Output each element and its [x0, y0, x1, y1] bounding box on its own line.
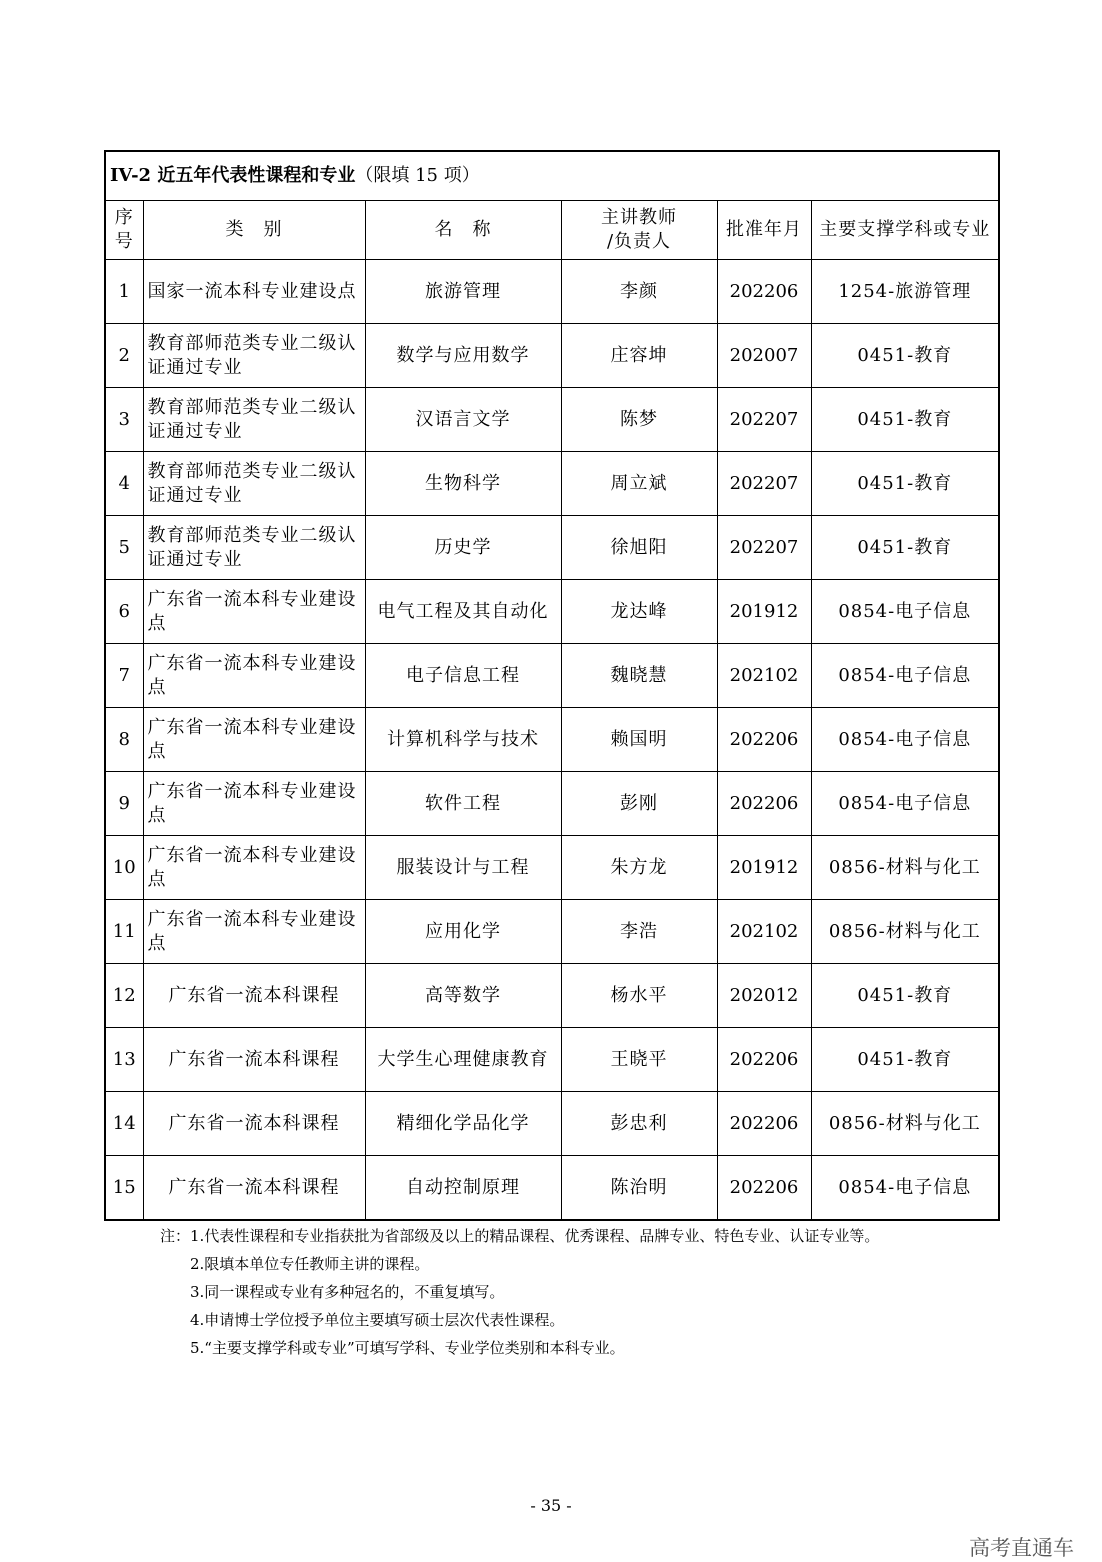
header-approval-date: 批准年月 — [717, 201, 811, 260]
cell-category: 广东省一流本科专业建设点 — [143, 644, 365, 708]
header-teacher-line2: /负责人 — [606, 231, 672, 252]
header-teacher — [561, 201, 717, 260]
cell-approval-date: 202206 — [717, 1156, 811, 1221]
cell-teacher: 庄容坤 — [561, 324, 717, 388]
cell-supporting-subject: 0451-教育 — [811, 324, 999, 388]
table-row — [105, 708, 999, 772]
cell-name: 软件工程 — [365, 772, 561, 836]
cell-approval-date: 202102 — [717, 644, 811, 708]
cell-category: 广东省一流本科专业建设点 — [143, 772, 365, 836]
cell-name: 汉语言文学 — [365, 388, 561, 452]
cell-category: 广东省一流本科课程 — [143, 964, 365, 1028]
cell-name: 精细化学品化学 — [365, 1092, 561, 1156]
cell-supporting-subject: 0451-教育 — [811, 964, 999, 1028]
cell-serial-number: 3 — [105, 388, 143, 452]
cell-serial-number: 5 — [105, 516, 143, 580]
cell-category: 教育部师范类专业二级认证通过专业 — [143, 516, 365, 580]
table-row — [105, 644, 999, 708]
cell-name: 生物科学 — [365, 452, 561, 516]
cell-approval-date: 202206 — [717, 772, 811, 836]
cell-approval-date: 202207 — [717, 452, 811, 516]
note-5: 5.“主要支撑学科或专业”可填写学科、专业学位类别和本科专业。 — [190, 1339, 625, 1357]
cell-supporting-subject: 0856-材料与化工 — [811, 900, 999, 964]
notes-section — [160, 1222, 1040, 1362]
cell-name: 历史学 — [365, 516, 561, 580]
header-supporting-subject: 主要支撑学科或专业 — [811, 201, 999, 260]
watermark-text: 高考直通车 — [969, 1536, 1074, 1560]
cell-teacher: 魏晓慧 — [561, 644, 717, 708]
cell-category: 教育部师范类专业二级认证通过专业 — [143, 324, 365, 388]
cell-name: 电气工程及其自动化 — [365, 580, 561, 644]
cell-approval-date: 202206 — [717, 260, 811, 324]
cell-category: 广东省一流本科课程 — [143, 1028, 365, 1092]
cell-serial-number: 6 — [105, 580, 143, 644]
table-row — [105, 836, 999, 900]
table-row — [105, 388, 999, 452]
cell-teacher: 朱方龙 — [561, 836, 717, 900]
cell-serial-number: 12 — [105, 964, 143, 1028]
cell-teacher: 陈治明 — [561, 1156, 717, 1221]
cell-category: 广东省一流本科课程 — [143, 1156, 365, 1221]
cell-approval-date: 202206 — [717, 1092, 811, 1156]
header-serial-line2: 号 — [114, 231, 134, 252]
cell-category: 广东省一流本科专业建设点 — [143, 580, 365, 644]
representative-courses-table — [104, 150, 1000, 1221]
cell-serial-number: 10 — [105, 836, 143, 900]
cell-category: 广东省一流本科专业建设点 — [143, 900, 365, 964]
table-title: IV-2 近五年代表性课程和专业 — [110, 165, 356, 186]
header-serial-line1: 序 — [114, 207, 134, 228]
cell-teacher: 李颜 — [561, 260, 717, 324]
cell-name: 旅游管理 — [365, 260, 561, 324]
cell-supporting-subject: 0856-材料与化工 — [811, 836, 999, 900]
cell-supporting-subject: 0854-电子信息 — [811, 708, 999, 772]
table-row — [105, 260, 999, 324]
cell-approval-date: 202012 — [717, 964, 811, 1028]
cell-teacher: 王晓平 — [561, 1028, 717, 1092]
cell-supporting-subject: 0854-电子信息 — [811, 644, 999, 708]
cell-serial-number: 9 — [105, 772, 143, 836]
cell-teacher: 彭刚 — [561, 772, 717, 836]
cell-approval-date: 202206 — [717, 1028, 811, 1092]
cell-approval-date: 201912 — [717, 836, 811, 900]
cell-name: 数学与应用数学 — [365, 324, 561, 388]
cell-teacher: 杨水平 — [561, 964, 717, 1028]
cell-supporting-subject: 0854-电子信息 — [811, 772, 999, 836]
cell-name: 大学生心理健康教育 — [365, 1028, 561, 1092]
cell-name: 应用化学 — [365, 900, 561, 964]
header-category: 类 别 — [143, 201, 365, 260]
table-row — [105, 1092, 999, 1156]
cell-teacher: 李浩 — [561, 900, 717, 964]
cell-teacher: 彭忠利 — [561, 1092, 717, 1156]
cell-name: 自动控制原理 — [365, 1156, 561, 1221]
cell-supporting-subject: 0856-材料与化工 — [811, 1092, 999, 1156]
cell-supporting-subject: 0451-教育 — [811, 452, 999, 516]
table-row — [105, 964, 999, 1028]
cell-serial-number: 1 — [105, 260, 143, 324]
note-4: 4.申请博士学位授予单位主要填写硕士层次代表性课程。 — [190, 1311, 565, 1329]
cell-supporting-subject: 0451-教育 — [811, 388, 999, 452]
table-row — [105, 324, 999, 388]
cell-serial-number: 14 — [105, 1092, 143, 1156]
header-name: 名 称 — [365, 201, 561, 260]
cell-approval-date: 202102 — [717, 900, 811, 964]
cell-teacher: 周立斌 — [561, 452, 717, 516]
table-title-note: （限填 15 项） — [355, 165, 480, 186]
cell-category: 广东省一流本科课程 — [143, 1092, 365, 1156]
table-title-cell — [105, 151, 999, 201]
table-row — [105, 1028, 999, 1092]
table-header-row — [105, 201, 999, 260]
cell-teacher: 陈梦 — [561, 388, 717, 452]
table-row — [105, 580, 999, 644]
cell-category: 国家一流本科专业建设点 — [143, 260, 365, 324]
cell-approval-date: 202207 — [717, 388, 811, 452]
page-number: - 35 - — [530, 1496, 572, 1515]
cell-supporting-subject: 0451-教育 — [811, 1028, 999, 1092]
cell-serial-number: 11 — [105, 900, 143, 964]
header-teacher-line1: 主讲教师 — [601, 207, 677, 228]
cell-name: 计算机科学与技术 — [365, 708, 561, 772]
cell-serial-number: 2 — [105, 324, 143, 388]
table-row — [105, 772, 999, 836]
cell-approval-date: 202206 — [717, 708, 811, 772]
cell-approval-date: 202207 — [717, 516, 811, 580]
table-title-row — [105, 151, 999, 201]
cell-teacher: 徐旭阳 — [561, 516, 717, 580]
cell-category: 教育部师范类专业二级认证通过专业 — [143, 452, 365, 516]
note-3: 3.同一课程或专业有多种冠名的，不重复填写。 — [190, 1283, 505, 1301]
cell-serial-number: 8 — [105, 708, 143, 772]
cell-approval-date: 202007 — [717, 324, 811, 388]
table-row — [105, 1156, 999, 1221]
cell-serial-number: 4 — [105, 452, 143, 516]
cell-serial-number: 15 — [105, 1156, 143, 1221]
header-serial-number — [105, 201, 143, 260]
cell-supporting-subject: 1254-旅游管理 — [811, 260, 999, 324]
table-row — [105, 452, 999, 516]
cell-category: 广东省一流本科专业建设点 — [143, 836, 365, 900]
cell-supporting-subject: 0451-教育 — [811, 516, 999, 580]
cell-name: 服装设计与工程 — [365, 836, 561, 900]
cell-supporting-subject: 0854-电子信息 — [811, 580, 999, 644]
table-row — [105, 516, 999, 580]
cell-approval-date: 201912 — [717, 580, 811, 644]
cell-category: 广东省一流本科专业建设点 — [143, 708, 365, 772]
cell-serial-number: 7 — [105, 644, 143, 708]
note-2: 2.限填本单位专任教师主讲的课程。 — [190, 1255, 430, 1273]
cell-supporting-subject: 0854-电子信息 — [811, 1156, 999, 1221]
cell-teacher: 赖国明 — [561, 708, 717, 772]
cell-serial-number: 13 — [105, 1028, 143, 1092]
cell-teacher: 龙达峰 — [561, 580, 717, 644]
table-row — [105, 900, 999, 964]
note-1: 注：1.代表性课程和专业指获批为省部级及以上的精品课程、优秀课程、品牌专业、特色专业、认证专业等。 — [160, 1227, 880, 1245]
cell-name: 高等数学 — [365, 964, 561, 1028]
cell-name: 电子信息工程 — [365, 644, 561, 708]
cell-category: 教育部师范类专业二级认证通过专业 — [143, 388, 365, 452]
